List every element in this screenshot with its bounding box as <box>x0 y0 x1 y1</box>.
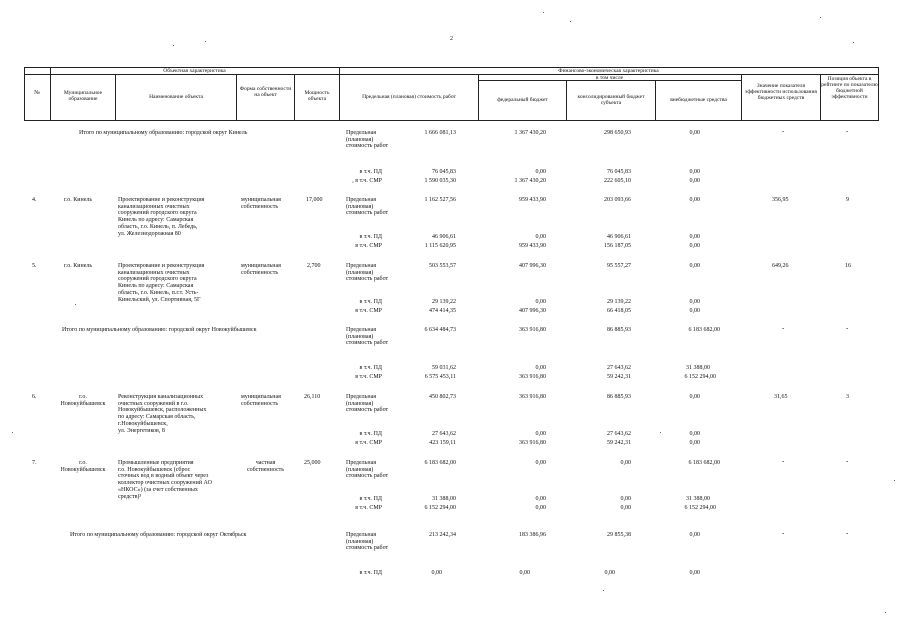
smr-total: 474 414,35 <box>429 308 456 314</box>
page-number: 2 <box>450 36 453 42</box>
municipality: г.о. Кинель <box>64 263 93 269</box>
total-cost: 213 242,34 <box>429 532 456 538</box>
pd-subject: 46 906,61 <box>607 234 631 240</box>
total-cost: 503 553,57 <box>429 263 456 269</box>
ownership: муниципальная собственность <box>241 394 281 407</box>
smr-label: в т.ч. СМР <box>355 308 382 314</box>
total-title: Итого по муниципальному образованию: городской округ Новокуйбышевск <box>62 327 257 333</box>
pd-federal: 0,00 <box>519 570 530 576</box>
pd-label: в т.ч. ПД <box>359 431 382 437</box>
rank-value: 3 <box>846 394 849 400</box>
subject-value: 86 885,93 <box>607 394 631 400</box>
total-cost: 6 634 484,73 <box>424 327 456 333</box>
header-rating: Позиция объекта в рейтинге по показателю бюджетной эффективности <box>821 76 878 101</box>
municipality: г.о. Новокуйбышевск <box>60 394 106 407</box>
header-including: в том числе <box>595 75 624 81</box>
smr-total: 6 152 294,00 <box>424 505 456 511</box>
efficiency-value: - <box>782 127 785 135</box>
max-cost-label: Предельная (плановая) стоимость работ <box>346 460 389 480</box>
pd-subject: 29 139,22 <box>607 299 631 305</box>
smr-total: 423 159,11 <box>429 440 456 446</box>
efficiency-value: - <box>782 324 785 332</box>
max-cost-label: Предельная (плановая) стоимость работ <box>346 197 389 217</box>
pd-label: в т.ч. ПД <box>359 496 382 502</box>
pd-extra: 0,00 <box>689 431 700 437</box>
ownership: муниципальная собственность <box>241 197 281 210</box>
rank-value: - <box>846 529 849 537</box>
subject-value: 29 855,38 <box>607 532 631 538</box>
header-object-group: Объектная характеристика <box>163 68 226 74</box>
smr-extra: 0,00 <box>689 308 700 314</box>
capacity: 26,110 <box>304 394 321 400</box>
subject-value: 203 093,66 <box>604 197 631 203</box>
rank-value: - <box>846 324 849 332</box>
smr-subject: 66 418,05 <box>607 308 631 314</box>
pd-subject: 0,00 <box>620 496 631 502</box>
header-efficiency: Значение показателя эффективности использования бюджетных средств <box>745 83 817 102</box>
max-cost-label: Предельная (плановая) стоимость работ <box>346 394 389 414</box>
smr-extra: 6 152 294,00 <box>684 374 716 380</box>
object-name: Проектирование и реконструкция канализационных очистных сооружений городского округа Кинель по адресу: Самарская область, г.о. Кинель, п. Лебедь, ул. Железнодорожная 80 <box>118 197 205 237</box>
max-cost-label: Предельная (плановая) стоимость работ <box>346 327 389 347</box>
extra-value: 0,00 <box>689 263 700 269</box>
pd-federal: 0,00 <box>535 365 546 371</box>
smr-federal: 0,00 <box>535 505 546 511</box>
pd-subject: 27 643,62 <box>607 431 631 437</box>
header-extrabudget: внебюджетные средства <box>670 97 727 103</box>
pd-total: 46 906,61 <box>432 234 456 240</box>
smr-label: в т.ч. СМР <box>355 243 382 249</box>
pd-total: 76 045,83 <box>432 169 456 175</box>
federal-value: 407 996,30 <box>519 263 546 269</box>
smr-subject: 59 242,31 <box>607 440 631 446</box>
smr-label: в т.ч. СМР <box>355 374 382 380</box>
smr-extra: 0,00 <box>689 178 700 184</box>
subject-value: 86 885,93 <box>607 327 631 333</box>
total-cost: 450 802,73 <box>429 394 456 400</box>
header-municipality: Муниципальное образование <box>63 90 103 103</box>
extra-value: 0,00 <box>689 394 700 400</box>
pd-total: 31 388,00 <box>432 496 456 502</box>
pd-federal: 0,00 <box>535 299 546 305</box>
federal-value: 183 386,96 <box>519 532 546 538</box>
smr-total: 6 575 453,11 <box>424 374 456 380</box>
smr-subject: 59 242,31 <box>607 374 631 380</box>
smr-federal: 959 433,90 <box>519 243 546 249</box>
pd-extra: 31 388,00 <box>686 365 710 371</box>
extra-value: 0,00 <box>689 197 700 203</box>
smr-federal: 1 367 430,20 <box>514 178 546 184</box>
total-cost: 1 162 527,56 <box>424 197 456 203</box>
row-number: 6. <box>32 394 37 400</box>
header-consolidated: консолидированный бюджет субъекта <box>577 94 645 107</box>
pd-label: в т.ч. ПД <box>359 234 382 240</box>
municipality: г.о. Новокуйбышевск <box>60 460 106 473</box>
rank-value: 9 <box>846 197 849 203</box>
smr-label: в т.ч. СМР <box>355 440 382 446</box>
extra-value: 6 183 682,00 <box>688 460 720 466</box>
pd-subject: 0,00 <box>604 570 615 576</box>
pd-label: в т.ч. ПД <box>359 365 382 371</box>
object-name: Проектирование и реконструкция канализационных очистных сооружений городского округа Кинель по адресу: Самарская область, г.о. Кинель, п.г.т. Усть- Кинельский, ул. Спортивная, 5Г <box>118 263 205 303</box>
federal-value: 363 916,80 <box>519 327 546 333</box>
row-number: 4. <box>32 197 37 203</box>
federal-value: 959 433,90 <box>519 197 546 203</box>
smr-extra: 0,00 <box>689 440 700 446</box>
pd-total: 29 139,22 <box>432 299 456 305</box>
pd-subject: 27 643,62 <box>607 365 631 371</box>
total-cost: 6 183 682,00 <box>424 460 456 466</box>
subject-value: 298 650,93 <box>604 130 631 136</box>
smr-label: , в т.ч. СМР <box>352 178 382 184</box>
pd-total: 59 031,62 <box>432 365 456 371</box>
extra-value: 0,00 <box>689 130 700 136</box>
capacity: 17,000 <box>306 197 323 203</box>
row-number: 5. <box>32 263 37 269</box>
efficiency-value: - <box>782 529 785 537</box>
extra-value: 6 183 682,00 <box>688 327 720 333</box>
ownership: частная собственность <box>246 460 285 473</box>
smr-label: в т.ч. СМР <box>355 505 382 511</box>
rank-value: - <box>846 457 849 465</box>
pd-extra: 0,00 <box>689 169 700 175</box>
header-capacity: Мощность объекта <box>304 90 330 103</box>
header-federal: федеральный бюджет <box>497 97 548 103</box>
total-title: Итого по муниципальному образованию: городской округ Кинель <box>79 130 248 136</box>
pd-total: 27 643,62 <box>432 431 456 437</box>
rank-value: - <box>846 127 849 135</box>
max-cost-label: Предельная (плановая) стоимость работ <box>346 263 389 283</box>
smr-federal: 407 996,30 <box>519 308 546 314</box>
efficiency-value: - <box>782 457 785 465</box>
smr-subject: 0,00 <box>620 505 631 511</box>
header-ownership: Форма собственности на объект <box>239 86 292 99</box>
subject-value: 0,00 <box>620 460 631 466</box>
pd-label: в т.ч. ПД <box>359 299 382 305</box>
smr-extra: 6 152 294,00 <box>684 505 716 511</box>
federal-value: 0,00 <box>535 460 546 466</box>
pd-federal: 0,00 <box>535 431 546 437</box>
smr-extra: 0,00 <box>689 243 700 249</box>
capacity: 2,700 <box>307 263 321 269</box>
ownership: муниципальная собственность <box>241 263 281 276</box>
pd-federal: 0,00 <box>535 496 546 502</box>
max-cost-label: Предельная (плановая) стоимость работ <box>346 532 389 552</box>
capacity: 25,000 <box>304 460 321 466</box>
pd-label: в т.ч. ПД <box>359 169 382 175</box>
pd-subject: 76 045,83 <box>607 169 631 175</box>
smr-federal: 363 916,80 <box>519 440 546 446</box>
object-name: Реконструкция канализационных очистных сооружений в г.о. Новокуйбышевск, расположенных по адресу: Самарская область, г.Новокуйбышевск, ул. Энергетиков, 8 <box>118 394 207 434</box>
smr-total: 1 115 620,95 <box>424 243 456 249</box>
federal-value: 363 916,80 <box>519 394 546 400</box>
header-object-name: Наименование объекта <box>149 94 203 100</box>
pd-total: 0,00 <box>431 570 442 576</box>
pd-federal: 0,00 <box>535 234 546 240</box>
subject-value: 95 557,27 <box>607 263 631 269</box>
pd-extra: 31 388,00 <box>686 496 710 502</box>
row-number: 7. <box>32 460 37 466</box>
total-cost: 1 666 081,13 <box>424 130 456 136</box>
pd-label: в т.ч. ПД <box>359 570 382 576</box>
smr-subject: 222 605,10 <box>604 178 631 184</box>
efficiency-value: 649,26 <box>772 263 789 269</box>
smr-federal: 363 916,80 <box>519 374 546 380</box>
header-finance-group: Финансово-экономическая характеристика <box>558 68 659 74</box>
pd-extra: 0,00 <box>689 234 700 240</box>
object-name: Промышленные предприятия г.о. Новокуйбышевск (сброс сточных вод в водный объект через коллектор очистных сооружений АО «НКОС») (за счет собственных средств)³ <box>118 460 212 500</box>
smr-subject: 156 187,05 <box>604 243 631 249</box>
total-title: Итого по муниципальному образованию: городской округ Октябрьск <box>70 532 247 538</box>
header-num: № <box>34 90 40 96</box>
pd-federal: 0,00 <box>535 169 546 175</box>
smr-total: 1 590 035,30 <box>424 178 456 184</box>
max-cost-label: Предельная (плановая) стоимость работ <box>346 130 389 150</box>
pd-extra: 0,00 <box>689 299 700 305</box>
rank-value: 16 <box>845 263 851 269</box>
municipality: г.о. Кинель <box>64 197 93 203</box>
pd-extra: 0,00 <box>689 570 700 576</box>
efficiency-value: 356,95 <box>772 197 789 203</box>
federal-value: 1 367 430,20 <box>514 130 546 136</box>
header-max-cost: Предельная (плановая) стоимость работ <box>362 94 456 100</box>
efficiency-value: 31,65 <box>774 394 788 400</box>
extra-value: 0,00 <box>689 532 700 538</box>
